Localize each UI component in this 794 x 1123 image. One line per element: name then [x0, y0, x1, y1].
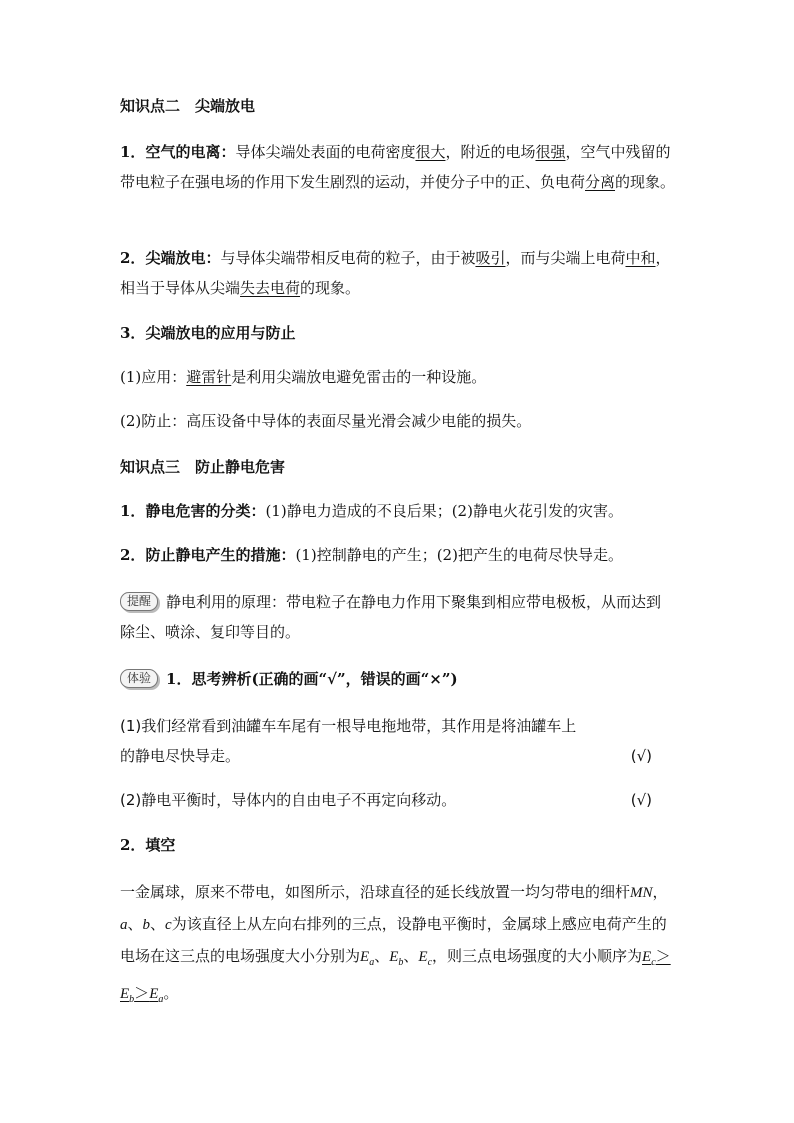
term: 尖端放电： [145, 249, 221, 267]
subscript: a [369, 957, 375, 968]
field-symbol: E [360, 949, 370, 965]
rod-label: MN [630, 885, 653, 901]
section-2-title: 知识点二 尖端放电 [120, 97, 256, 115]
point-label: a [120, 917, 128, 933]
s2-paragraph-2 [120, 243, 676, 303]
answer: 很大 [415, 143, 446, 161]
num: 1． [120, 502, 146, 520]
text: ，而与尖端上电荷 [505, 249, 626, 267]
subscript: b [129, 994, 135, 1005]
s3-paragraph-1 [120, 496, 676, 526]
tip-badge: 提醒 [120, 592, 158, 611]
s2-paragraph-1 [120, 137, 676, 197]
subscript: c [651, 957, 656, 968]
text: 。 [163, 984, 179, 1002]
s3-paragraph-2 [120, 540, 676, 570]
section-3-title: 知识点三 防止静电危害 [120, 458, 286, 476]
answer: 很强 [535, 143, 566, 161]
field-symbol: E [149, 986, 159, 1002]
item-row [120, 785, 676, 815]
num: 3． [120, 324, 146, 342]
point-label: b [142, 917, 151, 933]
subscript: c [427, 957, 433, 968]
text: 是利用尖端放电避免雷击的一种设施。 [231, 368, 487, 386]
text: ，相当于导体从尖端 [120, 249, 671, 297]
answer: 中和 [625, 249, 656, 267]
s2-paragraph-3 [120, 318, 676, 348]
text: 的现象。 [300, 279, 361, 297]
answer: 避雷针 [186, 368, 232, 386]
exp-badge: 体验 [120, 669, 158, 688]
item-text: (1)我们经常看到油罐车车尾有一根导电拖地带，其作用是将油罐车上的静电尽快导走。 [120, 717, 577, 765]
text: (1)静电力造成的不良后果；(2)静电火花引发的灾害。 [265, 502, 623, 520]
text: 与导体尖端带相反电荷的粒子，由于被 [220, 249, 476, 267]
answer-mark: (√) [630, 747, 652, 765]
answer: 失去电荷 [240, 279, 301, 297]
term: 空气的电离： [145, 143, 236, 161]
text: 、 [127, 915, 143, 933]
item-row [120, 711, 676, 771]
s2-item-prevention: (2)防止：高压设备中导体的表面尽量光滑会减少电能的损失。 [120, 412, 532, 430]
exp-item-2 [120, 785, 676, 815]
fill-in-question [120, 877, 676, 1015]
text: 一金属球，原来不带电，如图所示，沿球直径的延长线放置一均匀带电的细杆 [120, 883, 631, 901]
gt: ＞ [134, 984, 150, 1002]
term: 防止静电产生的措施： [145, 546, 296, 564]
exp-question-2-title: 2．填空 [120, 836, 176, 854]
text: ，则三点电场强度的大小顺序为 [432, 947, 643, 965]
field-symbol: E [642, 949, 652, 965]
tip-text: 静电利用的原理：带电粒子在静电力作用下聚集到相应带电极板，从而达到除尘、喷涂、复印等目的。 [120, 593, 662, 641]
subscript: b [398, 957, 404, 968]
field-symbol: E [120, 986, 130, 1002]
answer: 分离 [585, 173, 616, 191]
s2-item-application [120, 362, 676, 392]
answer: 吸引 [475, 249, 506, 267]
text: 、 [150, 915, 166, 933]
term: 静电危害的分类： [145, 502, 266, 520]
text: 、 [374, 947, 390, 965]
text: ，附近的电场 [445, 143, 536, 161]
text: (1)控制静电的产生；(2)把产生的电荷尽快导走。 [295, 546, 623, 564]
text: 导体尖端处表面的电荷密度 [235, 143, 416, 161]
num: 2． [120, 249, 146, 267]
text: 的现象。 [615, 173, 676, 191]
text: ， [652, 883, 668, 901]
field-symbol: E [389, 949, 399, 965]
exp-item-1 [120, 711, 676, 771]
answer-mark: (√) [630, 791, 652, 809]
exp-question-1-title [120, 664, 676, 694]
point-label: c [165, 917, 172, 933]
text: 、 [403, 947, 419, 965]
num: 2． [120, 546, 146, 564]
subscript: a [158, 994, 164, 1005]
field-symbol: E [418, 949, 428, 965]
prefix: (1)应用： [120, 368, 187, 386]
num: 1． [120, 143, 146, 161]
text: 为该直径上从左向右排列的三点，设静电平衡时，金属球上感应电荷产生的电场在这三点的电场强度大小分别为 [120, 915, 667, 965]
term: 尖端放电的应用与防止 [145, 324, 296, 342]
tip-box [120, 587, 676, 647]
text: ，空气中残留的带电粒子在强电场的作用下发生剧烈的运动，并使分子中的正、负电荷 [120, 143, 671, 191]
text: 1．思考辨析(正确的画“√”，错误的画“×”) [166, 670, 458, 688]
item-text: (2)静电平衡时，导体内的自由电子不再定向移动。 [120, 791, 457, 809]
gt: ＞ [655, 947, 671, 965]
